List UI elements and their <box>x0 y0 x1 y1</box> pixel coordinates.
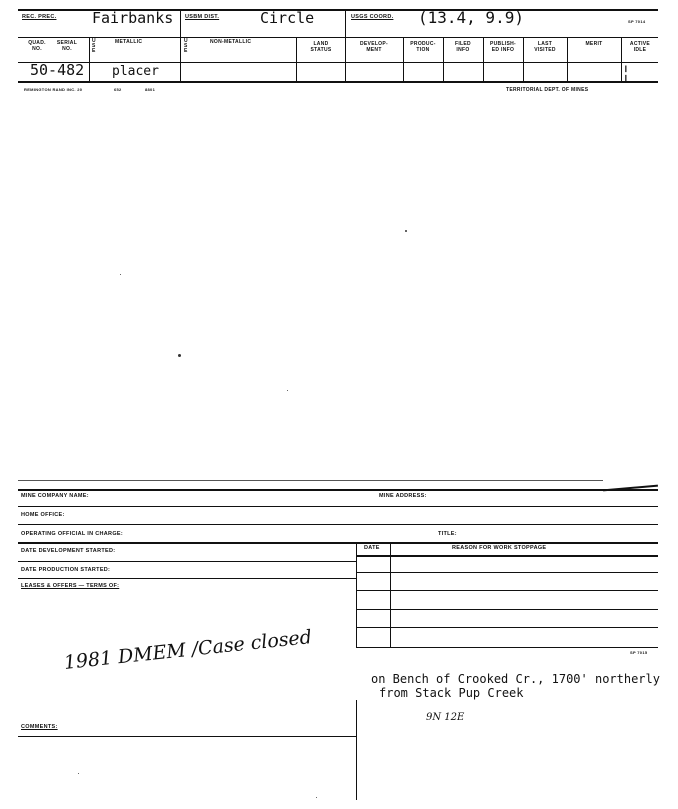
handwritten-case-note: 1981 DMEM /Case closed <box>62 626 313 674</box>
scan-speck <box>405 230 407 232</box>
active-idle-mark: ╎ <box>621 64 631 83</box>
rec-prec-label: REC. PREC. <box>22 14 57 20</box>
reason-column-header: REASON FOR WORK STOPPAGE <box>452 545 547 551</box>
table-row-rule <box>356 572 658 573</box>
mine-address-label: MINE ADDRESS: <box>379 493 427 499</box>
col-divider-2 <box>345 10 346 81</box>
scan-speck <box>178 354 181 357</box>
non-metallic-label: NON-METALLIC <box>210 39 252 45</box>
location-line-1: on Bench of Crooked Cr., 1700' northerly <box>371 672 660 686</box>
scan-speck <box>316 797 317 798</box>
rec-prec-value: Fairbanks <box>92 9 174 27</box>
filed-info-label: FILED INFO <box>455 41 471 53</box>
rule-date-production <box>18 578 356 579</box>
col-divider-3 <box>296 37 297 81</box>
usbm-dist-label: USBM DIST. <box>185 14 220 20</box>
rule-home-office <box>18 524 658 525</box>
scan-speck <box>287 390 288 391</box>
table-row-rule <box>356 590 658 591</box>
date-column-header: DATE <box>364 545 380 551</box>
table-row-rule <box>356 627 658 628</box>
table-outer-divider <box>356 542 357 648</box>
col-divider-use-1 <box>89 37 90 81</box>
comments-label: COMMENTS: <box>21 724 58 730</box>
production-label: PRODUC- TION <box>410 41 436 53</box>
date-production-label: DATE PRODUCTION STARTED: <box>21 567 111 573</box>
scan-speck <box>78 773 79 774</box>
col-divider-1 <box>180 10 181 81</box>
leases-offers-label: LEASES & OFFERS — TERMS OF: <box>21 583 120 589</box>
published-info-label: PUBLISH- ED INFO <box>489 41 516 53</box>
printer-code-1: 652 <box>114 87 122 92</box>
last-visited-label: LAST VISITED <box>534 41 556 53</box>
rule-official <box>18 542 658 544</box>
quad-no-label: QUAD. NO. <box>28 40 46 52</box>
printer-imprint: REMINGTON RAND INC. 20 <box>24 87 83 92</box>
date-development-label: DATE DEVELOPMENT STARTED: <box>21 548 116 554</box>
use-label-1: U S E <box>92 38 96 54</box>
top-card-header-rule <box>18 37 658 38</box>
metallic-label: METALLIC <box>115 39 143 45</box>
operating-official-label: OPERATING OFFICIAL IN CHARGE: <box>21 531 123 537</box>
bottom-card-top-edge <box>18 480 603 481</box>
development-label: DEVELOP- MENT <box>360 41 388 53</box>
land-status-label: LAND STATUS <box>310 41 332 53</box>
usgs-coord-label: USGS COORD. <box>351 14 394 20</box>
quad-serial-value: 50-482 <box>30 61 85 79</box>
metallic-value: placer <box>112 64 159 79</box>
table-bottom-rule <box>356 647 658 648</box>
table-header-rule <box>356 555 658 557</box>
department-name: TERRITORIAL DEPT. OF MINES <box>506 87 589 93</box>
active-idle-label: ACTIVE IDLE <box>629 41 651 53</box>
top-card-bottom-border <box>18 81 658 83</box>
table-row-rule <box>356 609 658 610</box>
serial-no-label: SERIAL NO. <box>56 40 78 52</box>
merit-label: MERIT <box>585 41 603 47</box>
township-range-note: 9N 12E <box>426 712 465 723</box>
bottom-card-top-border <box>18 489 658 491</box>
usbm-dist-value: Circle <box>260 9 315 27</box>
printer-code-2: 8801 <box>145 87 156 92</box>
rule-company <box>18 506 658 507</box>
form-number-top: SP 7014 <box>628 19 646 24</box>
rule-comments <box>18 736 356 737</box>
top-card-values-rule <box>18 62 658 63</box>
table-date-divider <box>390 542 391 648</box>
mine-company-name-label: MINE COMPANY NAME: <box>21 493 89 499</box>
use-label-2: U S E <box>184 38 188 54</box>
form-number-bottom: SP 7015 <box>630 650 648 655</box>
location-line-2: from Stack Pup Creek <box>379 686 524 700</box>
scan-speck <box>120 274 121 275</box>
rule-date-development <box>18 561 356 562</box>
comments-right-divider <box>356 700 357 800</box>
home-office-label: HOME OFFICE: <box>21 512 65 518</box>
usgs-coord-value: (13.4, 9.9) <box>418 8 524 27</box>
title-label: TITLE: <box>438 531 457 537</box>
